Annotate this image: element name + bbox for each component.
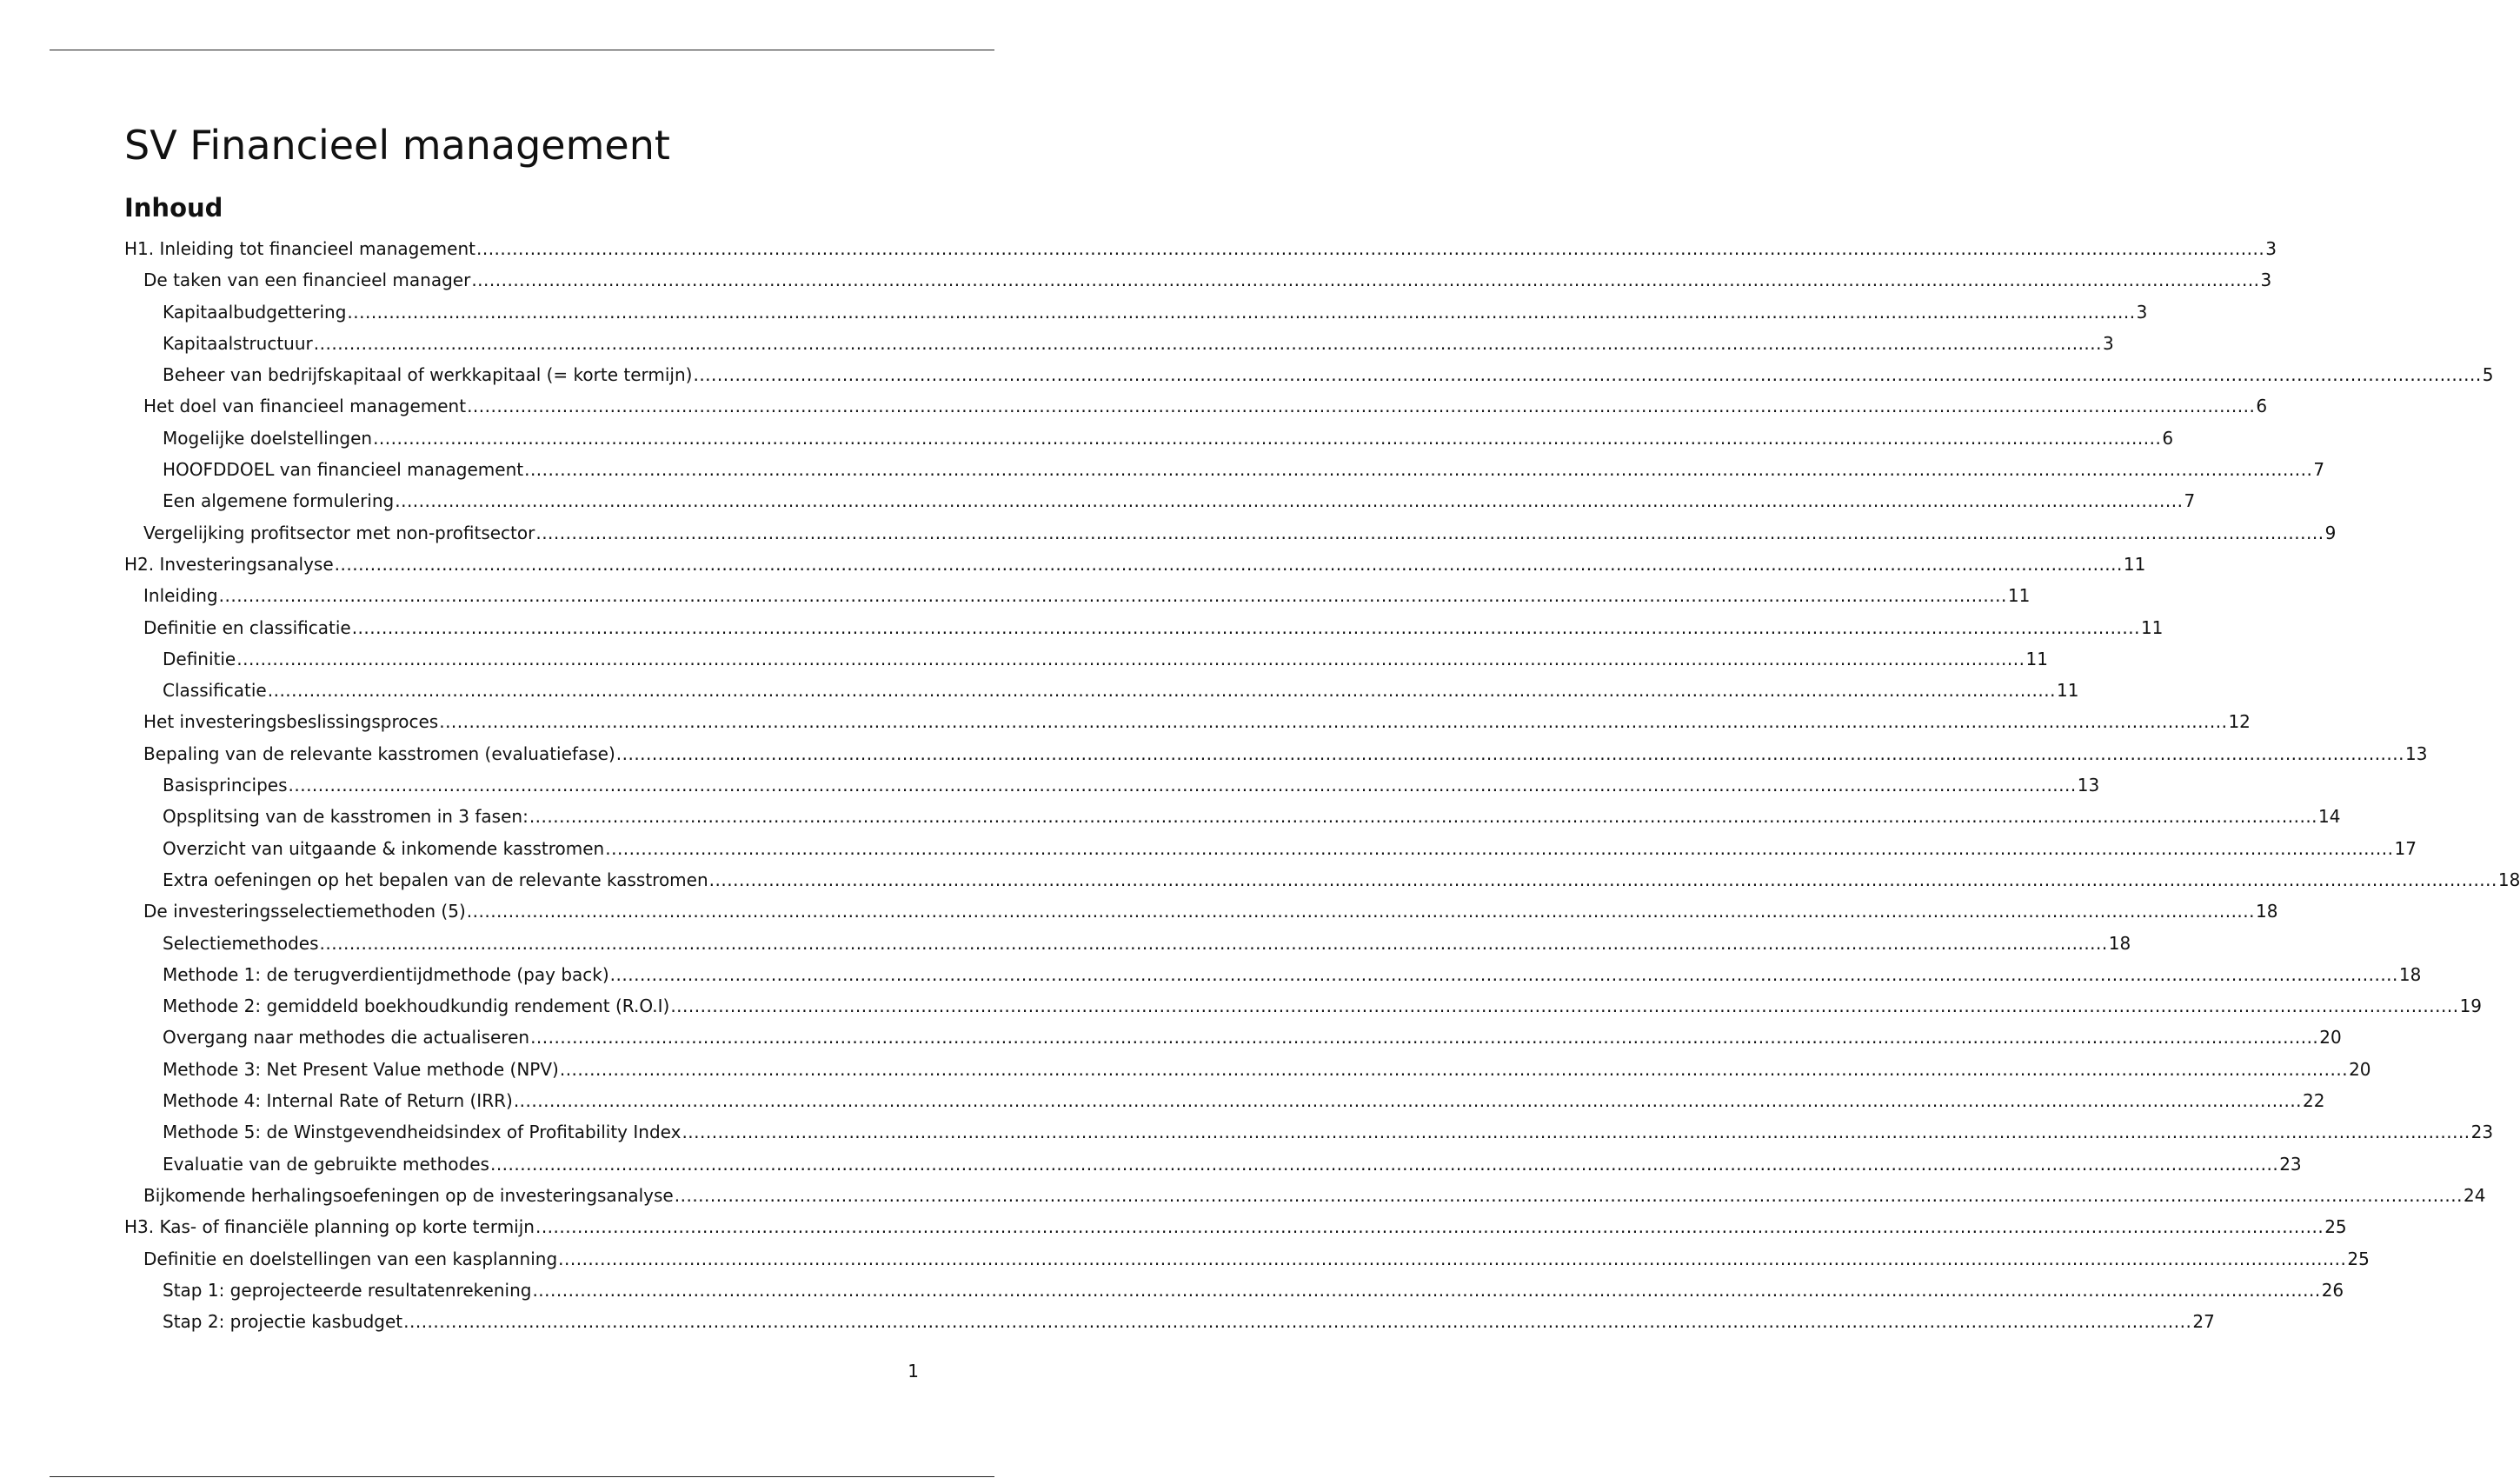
toc-dot-leader: ............................................................................................................................................................................................................................................................................................................ bbox=[609, 963, 2398, 985]
toc-entry-label: Overzicht van uitgaande & inkomende kasstromen bbox=[163, 837, 605, 859]
toc-entry-page: 20 bbox=[2349, 1058, 2371, 1080]
toc-entry[interactable] bbox=[124, 1054, 2371, 1085]
toc-entry[interactable] bbox=[124, 359, 2494, 390]
toc-entry-page: 26 bbox=[2321, 1279, 2344, 1301]
toc-entry-page: 23 bbox=[2279, 1153, 2302, 1175]
toc-entry[interactable] bbox=[124, 1148, 2302, 1180]
toc-dot-leader: ............................................................................................................................................................................................................................................................................................................ bbox=[319, 932, 2108, 954]
toc-entry[interactable] bbox=[124, 485, 2196, 516]
toc-entry-label: Inleiding bbox=[143, 585, 218, 607]
toc-entry-label: Stap 1: geprojecteerde resultatenrekening bbox=[163, 1279, 532, 1301]
toc-entry[interactable] bbox=[124, 990, 2483, 1022]
toc-entry[interactable] bbox=[124, 517, 2337, 549]
toc-dot-leader: ............................................................................................................................................................................................................................................................................................................ bbox=[693, 364, 2482, 386]
toc-entry-label: Een algemene formulering bbox=[163, 490, 395, 512]
toc-dot-leader: ............................................................................................................................................................................................................................................................................................................ bbox=[559, 1058, 2349, 1080]
toc-entry-page: 12 bbox=[2228, 711, 2251, 733]
toc-entry[interactable] bbox=[124, 833, 2417, 864]
toc-entry[interactable] bbox=[124, 1116, 2494, 1148]
toc-entry[interactable] bbox=[124, 390, 2268, 422]
toc-dot-leader: ............................................................................................................................................................................................................................................................................................................ bbox=[351, 616, 2140, 638]
page-number: 1 bbox=[908, 1361, 919, 1381]
toc-entry[interactable] bbox=[124, 895, 2278, 927]
toc-dot-leader: ............................................................................................................................................................................................................................................................................................................ bbox=[524, 459, 2313, 481]
toc-entry-page: 3 bbox=[2103, 332, 2114, 354]
toc-entry-page: 18 bbox=[2108, 932, 2131, 954]
toc-entry-label: Stap 2: projectie kasbudget bbox=[163, 1311, 403, 1333]
toc-entry-page: 24 bbox=[2463, 1184, 2486, 1206]
toc-entry[interactable] bbox=[124, 706, 2251, 737]
toc-entry-label: Extra oefeningen op het bepalen van de relevante kasstromen bbox=[163, 869, 708, 890]
toc-entry-page: 11 bbox=[2056, 680, 2079, 702]
toc-entry[interactable] bbox=[124, 928, 2131, 959]
toc-entry-page: 27 bbox=[2192, 1311, 2215, 1333]
toc-heading: Inhoud bbox=[124, 193, 223, 223]
toc-dot-leader: ............................................................................................................................................................................................................................................................................................................ bbox=[267, 680, 2056, 702]
toc-dot-leader: ............................................................................................................................................................................................................................................................................................................ bbox=[466, 901, 2255, 922]
toc-entry-label: H2. Investeringsanalyse bbox=[124, 553, 334, 575]
toc-entry-page: 25 bbox=[2324, 1216, 2347, 1238]
toc-entry-page: 6 bbox=[2256, 396, 2268, 417]
toc-entry-label: Selectiemethodes bbox=[163, 932, 319, 954]
toc-entry[interactable] bbox=[124, 738, 2428, 769]
toc-entry-label: Methode 3: Net Present Value methode (NPV) bbox=[163, 1058, 559, 1080]
toc-dot-leader: ............................................................................................................................................................................................................................................................................................................ bbox=[535, 522, 2324, 543]
table-of-contents bbox=[124, 233, 2520, 1337]
toc-dot-leader: ............................................................................................................................................................................................................................................................................................................ bbox=[605, 837, 2394, 859]
toc-entry[interactable] bbox=[124, 549, 2146, 580]
toc-dot-leader: ............................................................................................................................................................................................................................................................................................................ bbox=[471, 270, 2260, 291]
toc-entry-label: Mogelijke doelstellingen bbox=[163, 427, 373, 449]
toc-entry[interactable] bbox=[124, 264, 2272, 296]
toc-entry-page: 19 bbox=[2459, 995, 2483, 1017]
toc-entry-label: Het investeringsbeslissingsproces bbox=[143, 711, 439, 733]
toc-entry-label: Beheer van bedrijfskapitaal of werkkapitaal (= korte termijn) bbox=[163, 364, 693, 386]
toc-entry[interactable] bbox=[124, 580, 2031, 611]
toc-entry-label: Kapitaalstructuur bbox=[163, 332, 313, 354]
toc-entry-page: 6 bbox=[2162, 427, 2174, 449]
toc-dot-leader: ............................................................................................................................................................................................................................................................................................................ bbox=[513, 1090, 2303, 1112]
toc-entry-label: Bepaling van de relevante kasstromen (evaluatiefase) bbox=[143, 742, 615, 764]
toc-dot-leader: ............................................................................................................................................................................................................................................................................................................ bbox=[535, 1216, 2324, 1238]
toc-entry-label: De taken van een financieel manager bbox=[143, 270, 471, 291]
toc-dot-leader: ............................................................................................................................................................................................................................................................................................................ bbox=[347, 301, 2136, 323]
toc-dot-leader: ............................................................................................................................................................................................................................................................................................................ bbox=[670, 995, 2459, 1017]
toc-entry-label: Overgang naar methodes die actualiseren bbox=[163, 1027, 530, 1049]
toc-entry-page: 11 bbox=[2025, 648, 2048, 669]
toc-dot-leader: ............................................................................................................................................................................................................................................................................................................ bbox=[530, 1027, 2319, 1049]
toc-entry-label: Definitie en classificatie bbox=[143, 616, 351, 638]
toc-entry-label: Evaluatie van de gebruikte methodes bbox=[163, 1153, 489, 1175]
toc-entry[interactable] bbox=[124, 423, 2174, 454]
toc-entry[interactable] bbox=[124, 1180, 2486, 1211]
toc-entry[interactable] bbox=[124, 675, 2079, 706]
toc-dot-leader: ............................................................................................................................................................................................................................................................................................................ bbox=[674, 1184, 2463, 1206]
toc-entry-page: 18 bbox=[2398, 963, 2422, 985]
toc-entry[interactable] bbox=[124, 801, 2341, 832]
toc-entry[interactable] bbox=[124, 1211, 2347, 1242]
toc-dot-leader: ............................................................................................................................................................................................................................................................................................................ bbox=[288, 775, 2077, 796]
toc-dot-leader: ............................................................................................................................................................................................................................................................................................................ bbox=[373, 427, 2162, 449]
toc-entry[interactable] bbox=[124, 769, 2100, 801]
toc-entry[interactable] bbox=[124, 233, 2277, 264]
toc-entry[interactable] bbox=[124, 454, 2325, 485]
toc-dot-leader: ............................................................................................................................................................................................................................................................................................................ bbox=[403, 1311, 2192, 1333]
toc-dot-leader: ............................................................................................................................................................................................................................................................................................................ bbox=[439, 711, 2228, 733]
toc-entry-label: Methode 4: Internal Rate of Return (IRR) bbox=[163, 1090, 513, 1112]
footer-rule bbox=[50, 1476, 994, 1477]
toc-entry-page: 7 bbox=[2184, 490, 2196, 512]
toc-dot-leader: ............................................................................................................................................................................................................................................................................................................ bbox=[529, 806, 2318, 828]
toc-entry[interactable] bbox=[124, 959, 2422, 990]
toc-entry-page: 11 bbox=[2140, 616, 2164, 638]
toc-entry-label: De investeringsselectiemethoden (5) bbox=[143, 901, 466, 922]
toc-entry-page: 20 bbox=[2319, 1027, 2342, 1049]
toc-entry-page: 5 bbox=[2482, 364, 2494, 386]
toc-entry-page: 18 bbox=[2497, 869, 2520, 890]
toc-entry-label: Methode 2: gemiddeld boekhoudkundig rendement (R.O.I) bbox=[163, 995, 670, 1017]
document-title: SV Financieel management bbox=[124, 122, 670, 169]
toc-entry[interactable] bbox=[124, 1243, 2370, 1275]
toc-entry[interactable] bbox=[124, 864, 2520, 895]
toc-dot-leader: ............................................................................................................................................................................................................................................................................................................ bbox=[334, 553, 2123, 575]
toc-entry-page: 11 bbox=[2123, 553, 2146, 575]
toc-entry-page: 3 bbox=[2265, 238, 2277, 259]
toc-entry-label: Definitie bbox=[163, 648, 236, 669]
toc-entry-label: HOOFDDOEL van financieel management bbox=[163, 459, 524, 481]
toc-entry-page: 3 bbox=[2136, 301, 2148, 323]
toc-dot-leader: ............................................................................................................................................................................................................................................................................................................ bbox=[467, 396, 2256, 417]
toc-dot-leader: ............................................................................................................................................................................................................................................................................................................ bbox=[395, 490, 2184, 512]
toc-entry-label: Opsplitsing van de kasstromen in 3 fasen: bbox=[163, 806, 529, 828]
toc-entry[interactable] bbox=[124, 1085, 2325, 1116]
toc-entry-page: 14 bbox=[2318, 806, 2341, 828]
toc-entry-page: 3 bbox=[2260, 270, 2272, 291]
toc-entry-page: 11 bbox=[2007, 585, 2031, 607]
toc-dot-leader: ............................................................................................................................................................................................................................................................................................................ bbox=[708, 869, 2497, 890]
toc-entry[interactable] bbox=[124, 643, 2048, 675]
toc-entry-page: 18 bbox=[2256, 901, 2278, 922]
toc-entry-label: H3. Kas- of financiële planning op korte termijn bbox=[124, 1216, 535, 1238]
toc-entry-label: Methode 1: de terugverdientijdmethode (pay back) bbox=[163, 963, 609, 985]
toc-dot-leader: ............................................................................................................................................................................................................................................................................................................ bbox=[532, 1279, 2321, 1301]
toc-entry-label: Definitie en doelstellingen van een kasplanning bbox=[143, 1248, 558, 1269]
toc-entry[interactable] bbox=[124, 1275, 2344, 1306]
toc-dot-leader: ............................................................................................................................................................................................................................................................................................................ bbox=[475, 238, 2265, 259]
toc-entry-label: Vergelijking profitsector met non-profitsector bbox=[143, 522, 535, 543]
toc-dot-leader: ............................................................................................................................................................................................................................................................................................................ bbox=[615, 742, 2404, 764]
toc-entry-label: Bijkomende herhalingsoefeningen op de investeringsanalyse bbox=[143, 1184, 674, 1206]
toc-dot-leader: ............................................................................................................................................................................................................................................................................................................ bbox=[236, 648, 2025, 669]
toc-entry[interactable] bbox=[124, 1306, 2215, 1337]
toc-entry-label: H1. Inleiding tot financieel management bbox=[124, 238, 475, 259]
toc-entry-page: 25 bbox=[2347, 1248, 2370, 1269]
toc-entry-page: 13 bbox=[2077, 775, 2100, 796]
toc-entry-label: Methode 5: de Winstgevendheidsindex of Profitability Index bbox=[163, 1122, 682, 1143]
toc-entry-label: Basisprincipes bbox=[163, 775, 288, 796]
toc-entry-page: 13 bbox=[2404, 742, 2428, 764]
toc-entry-label: Classificatie bbox=[163, 680, 267, 702]
toc-entry-page: 22 bbox=[2303, 1090, 2325, 1112]
toc-entry-label: Het doel van financieel management bbox=[143, 396, 467, 417]
toc-entry[interactable] bbox=[124, 1022, 2342, 1053]
toc-dot-leader: ............................................................................................................................................................................................................................................................................................................ bbox=[682, 1122, 2470, 1143]
toc-entry-label: Kapitaalbudgettering bbox=[163, 301, 347, 323]
toc-entry[interactable] bbox=[124, 296, 2148, 328]
toc-entry-page: 17 bbox=[2394, 837, 2417, 859]
toc-entry-page: 7 bbox=[2313, 459, 2325, 481]
toc-entry[interactable] bbox=[124, 328, 2114, 359]
toc-dot-leader: ............................................................................................................................................................................................................................................................................................................ bbox=[558, 1248, 2347, 1269]
toc-dot-leader: ............................................................................................................................................................................................................................................................................................................ bbox=[218, 585, 2007, 607]
toc-entry[interactable] bbox=[124, 612, 2164, 643]
toc-dot-leader: ............................................................................................................................................................................................................................................................................................................ bbox=[489, 1153, 2279, 1175]
toc-entry-page: 9 bbox=[2324, 522, 2337, 543]
toc-entry-page: 23 bbox=[2470, 1122, 2494, 1143]
toc-dot-leader: ............................................................................................................................................................................................................................................................................................................ bbox=[313, 332, 2102, 354]
